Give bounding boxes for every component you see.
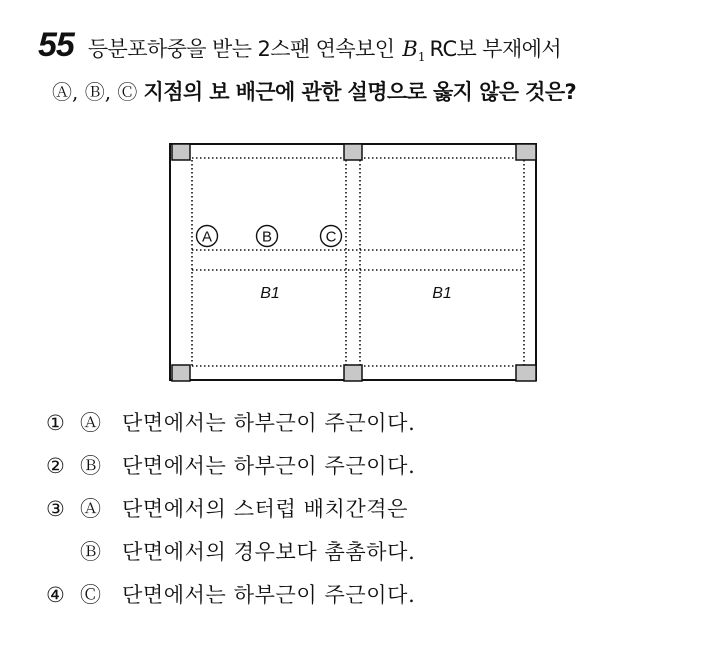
column-top-left xyxy=(172,144,190,160)
choice-2-point: Ⓑ xyxy=(80,454,102,478)
question-header xyxy=(38,26,698,106)
outer-frame xyxy=(170,144,536,380)
choice-3[interactable] xyxy=(46,488,415,531)
choice-4-text: 단면에서는 하부근이 주근이다. xyxy=(122,583,416,607)
beam-label-right: B1 xyxy=(432,285,452,302)
choice-4-number: ④ xyxy=(46,583,66,607)
choice-2-number: ② xyxy=(46,454,66,478)
choice-3-cont-point: Ⓑ xyxy=(80,540,102,564)
point-b-marker xyxy=(257,226,278,247)
choice-3-point: Ⓐ xyxy=(80,497,102,521)
point-c-label: C xyxy=(325,228,337,246)
question-line-2 xyxy=(52,76,698,106)
column-top-right xyxy=(516,144,536,160)
choice-1-number: ① xyxy=(46,411,66,435)
point-a-label: A xyxy=(201,228,213,246)
column-bottom-left xyxy=(172,365,190,381)
question-line-1 xyxy=(38,26,698,70)
question-number: 55 xyxy=(38,26,74,64)
beam-variable-subscript: 1 xyxy=(417,50,426,65)
point-c-marker xyxy=(321,226,342,247)
choice-3-text: 단면에서의 스터럽 배치간격은 xyxy=(122,497,409,521)
choice-4[interactable] xyxy=(46,574,415,617)
column-top-center xyxy=(344,144,362,160)
column-bottom-right xyxy=(516,365,536,381)
choice-2[interactable] xyxy=(46,445,415,488)
beam-plan-svg xyxy=(160,136,550,396)
question-point-marks: Ⓐ, Ⓑ, Ⓒ xyxy=(52,80,138,104)
choice-1[interactable] xyxy=(46,402,415,445)
question-text-1-tail: RC보 부재에서 xyxy=(429,37,562,61)
question-text-1: 등분포하중을 받는 2스팬 연속보인 xyxy=(87,37,395,61)
point-a-marker xyxy=(197,226,218,247)
point-b-label: B xyxy=(261,228,273,246)
question-text-2: 지점의 보 배근에 관한 설명으로 옳지 않은 것은? xyxy=(143,80,577,104)
choice-3-continuation[interactable] xyxy=(46,531,415,574)
beam-plan-diagram xyxy=(160,136,550,396)
choice-2-text: 단면에서는 하부근이 주근이다. xyxy=(122,454,416,478)
choice-4-point: Ⓒ xyxy=(80,583,102,607)
choice-1-point: Ⓐ xyxy=(80,411,102,435)
column-bottom-center xyxy=(344,365,362,381)
answer-choices xyxy=(46,402,415,617)
choice-3-cont-text: 단면에서의 경우보다 촘촘하다. xyxy=(122,540,416,564)
choice-3-number: ③ xyxy=(46,497,66,521)
choice-1-text: 단면에서는 하부근이 주근이다. xyxy=(122,411,416,435)
beam-variable-letter: B xyxy=(402,37,418,61)
beam-variable xyxy=(402,37,425,64)
beam-label-left: B1 xyxy=(260,285,280,302)
